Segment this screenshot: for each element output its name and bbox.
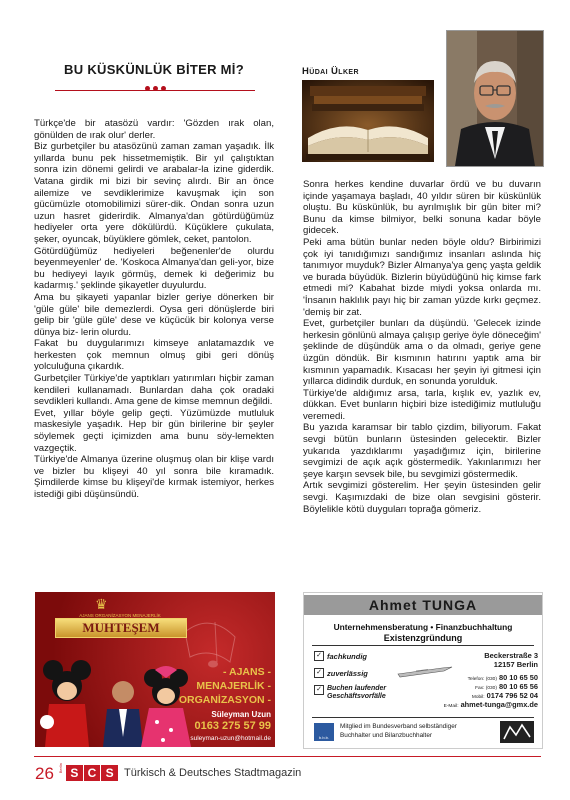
feature-label: zuverlässig: [327, 668, 368, 678]
paragraph: Biz gurbetçiler bu atasözünü zaman zaman yaşadık. İlk yıllarda bunu pek hissetmemiştik. Bir yıl çalıştıktan sonra izin dönemi gelirdi ve arabalar-la izine giderdik. Vatana girdik mi bizi bir sevinç alırdı. Bir an önce ailemize ve sevdiklerimize kavuşmak için son gücümüzle otomobilimizi sürer-dik. Ondan sonra uzun uzun hasret giderirdik. Almanya'dan götürdüğümüz hediyeler orta yere dökülürdü. Küçüklere çukulata, şeker, oyuncak, büyüklere gömlek, ceket, pantolon.: [34, 141, 274, 245]
contact-row: [419, 691, 538, 700]
muhtesem-advertisement[interactable]: [35, 592, 275, 747]
ad-divider: [312, 645, 534, 646]
feature-row: [314, 651, 367, 661]
feature-row: [314, 668, 368, 678]
article-title: BU KÜSKÜNLÜK BİTER Mİ?: [64, 62, 244, 77]
contact-value[interactable]: 80 10 65 56: [498, 682, 538, 691]
ad-service-line: - AJANS -: [222, 666, 271, 678]
author-portrait: [446, 30, 544, 167]
paragraph: Fakat bu duygularımızı kimseye anlatamazdık ve herkesten çok memnun olmuş gibi geri dönüş yolculuğuna çıkardık.: [34, 338, 274, 373]
ad-banner-small: AJANS ORGANİZASYON MENAJERLİK: [79, 613, 161, 618]
logo-letter: S: [66, 765, 83, 781]
footer-logo-small: Berlin: [58, 763, 63, 774]
ornament-dot: [161, 86, 166, 91]
contact-label: E-Mail:: [443, 704, 459, 709]
feature-label: Buchen laufender Geschäftsvorfälle: [327, 685, 387, 700]
paragraph: Artık sevgimizi gösterelim. Her şeyin üstesinden gelir sevgi. Kaşımızdaki de bize olan sevgisini gösterir. Böylelikle kötü duyguları toprağa gömeriz.: [303, 480, 541, 515]
feature-label: fachkundig: [327, 651, 368, 661]
ornament-dot: [145, 86, 150, 91]
checkbox-icon: ✓: [314, 685, 324, 695]
article-right-column: [303, 179, 541, 515]
contact-row: [419, 682, 538, 691]
paragraph: Evet, yıllar böyle gelip geçti. Yüzümüzde mutluluk maskesiyle yaşadık. Hep bir gün birilerine bir şeyler söylemek geçti içimizden ama bunu söy-lemekten vazgeçtik.: [34, 407, 274, 454]
ad-tagline: Existenzgründung: [383, 633, 463, 643]
paragraph: Türkçe'de bir atasözü vardır: 'Gözden ırak olan, gönülden de ırak olur' derler.: [34, 118, 274, 141]
contact-row: [419, 700, 538, 709]
ad-email[interactable]: suleyman-uzun@hotmail.de: [190, 735, 271, 742]
author-name: Hüdai Ülker: [302, 66, 359, 77]
logo-letter: S: [101, 765, 118, 781]
finance-logo-icon: [500, 721, 534, 743]
ad-service-line: MENAJERLİK -: [196, 680, 271, 692]
title-ornament: [140, 86, 170, 94]
ad-name: Ahmet TUNGA: [368, 597, 478, 613]
ad-divider: [312, 717, 534, 718]
paragraph: Türkiye'de aldığımız arsa, tarla, kışlık ev, yazlık ev, dükkan. Evet bunların hiçbiri bize istediğimiz mutluluğu veremedi.: [303, 387, 541, 422]
ad-street: Beckerstraße 3: [484, 651, 538, 660]
ad-city: 12157 Berlin: [493, 660, 538, 669]
paragraph: Peki ama bütün bunlar neden böyle oldu? Birbirimizi çok iyi tanıdığımızı sandığımız insanları aslında hiç tanımıyor muyduk? Bizler Almanya'ya genç yaşta geldik ve burada büyüdük. Bizlerin büyüdüğünü hiç kimse fark etmedi mi? Kabahat bizde miydi yoksa onlarda mı. 'İnsanın haklılık payı hiç bir zaman yüzde kırkı geçmez. 'demiş bir zat.: [303, 236, 541, 318]
contact-label: Fax: (030): [475, 686, 497, 691]
checkbox-icon: ✓: [314, 651, 324, 661]
ad-brand: MUHTEŞEM: [55, 618, 187, 638]
paragraph: Sonra herkes kendine duvarlar ördü ve bu duvarın içinde yaşamaya başladı, 40 yıldır süren bir küskünlük oluştu. Bu küskünlük, bu ayrılmışlık bir gün biter mi? Bunu da kimse bilmiyor, belki sonuna kadar böyle gidecek.: [303, 179, 541, 237]
paragraph: Evet, gurbetçiler bunları da düşündü. 'Gelecek izinde herkesin gönlünü almaya çalışıp geriye öyle döneceğim' şeklinde de düşündük ama o da olmadı, geriye gene üzgün döndük. Bir kısmının hatırını yaptık ama bir kısmının yapamadık. Kısacası her şeyin iyi gitmesi için yıllarca didindik durduk, en sonunda yorulduk.: [303, 318, 541, 388]
contact-value[interactable]: ahmet-tunga@gmx.de: [460, 700, 538, 709]
contact-row: [419, 673, 538, 682]
contact-value[interactable]: 80 10 65 50: [498, 673, 538, 682]
paragraph: Ama bu şikayeti yapanlar bizler geriye dönerken bir 'güle güle' bile demezlerdi. Oysa geri dönüşlerde biri gelip bir 'güle güle' dese ve küçücük bir kolonya verse dünya biz- lerin olurdu.: [34, 291, 274, 338]
magazine-tagline: Türkisch & Deutsches Stadtmagazin: [124, 767, 302, 779]
membership-line: Mitglied im Bundesverband selbständiger: [340, 723, 457, 730]
contact-value[interactable]: 0174 796 52 04: [486, 691, 538, 700]
article-left-column: [34, 118, 274, 501]
contact-label: Telefon: (030): [467, 677, 497, 682]
footer-divider: [34, 756, 541, 757]
contact-label: Mobil:: [471, 695, 485, 700]
ad-service-line: ORGANİZASYON -: [178, 694, 271, 706]
bvbb-logo: [314, 723, 334, 741]
paragraph: Götürdüğümüz hediyeleri beğenenler'de olurdu beyenmeyenler' de. 'Koskoca Almanya'dan geli-yor, bize bu hediyeyi layık görmüş, demek ki değerimiz bu kadarmış.' şeklinde şikayetler duyulurdu.: [34, 245, 274, 292]
ornament-dot: [153, 86, 158, 91]
ad-crown-icon: ♛: [95, 596, 108, 612]
membership-line: Buchhalter und Bilanzbuchhalter: [340, 732, 433, 739]
ad-contact-name: Süleyman Uzun: [211, 710, 271, 719]
ad-tagline: Unternehmensberatung • Finanzbuchhaltung: [333, 622, 513, 632]
page-number: 26: [35, 764, 54, 783]
ahmet-tunga-advertisement[interactable]: [303, 592, 543, 749]
paragraph: Gurbetçiler Türkiye'de yaptıkları yatırımları hiçbir zaman kendileri kullanamadı. Bunlardan daha çok oradaki sevdikleri kullandı. Ama gene de kimse memnun değildi.: [34, 373, 274, 408]
ad-phone[interactable]: 0163 275 57 99: [194, 720, 271, 732]
magazine-logo: [66, 765, 118, 781]
book-photo: [302, 80, 434, 162]
paragraph: Bu yazıda karamsar bir tablo çizdim, biliyorum. Fakat sevgi bütün bunların üstesinden gelecektir. Bizler yukarıda yazdıklarımı yaşadığımız için, birilerine sevgimizi de açık açık göstermedik. Yakınlarımızı her şeye karşın sevsek bile, bu sevgimizi göstermedik.: [303, 422, 541, 480]
bvbb-abbr: b.b.b.: [318, 735, 329, 740]
logo-letter: C: [84, 765, 101, 781]
checkbox-icon: ✓: [314, 668, 324, 678]
paragraph: Türkiye'de Almanya üzerine oluşmuş olan bir klişe vardı ve bizler bu klişeyi 40 yıl sonra bile kıramadık. Şimdilerde kimse bu klişeyi'de kırmak istemiyor, herkes istediği gibi düşünsündü.: [34, 454, 274, 500]
feature-row: [314, 685, 396, 701]
